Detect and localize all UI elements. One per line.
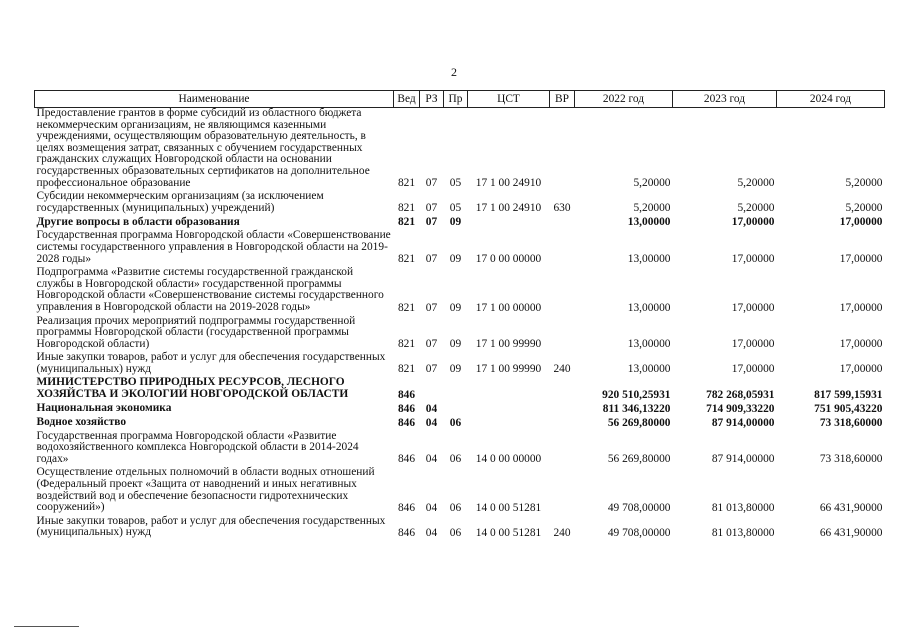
cell-ved: 821 [397, 301, 416, 314]
cell-cst: 17 1 00 24910 [475, 202, 542, 215]
cell-rz: 07 [425, 202, 438, 215]
cell-y2022: 811 346,13220 [602, 402, 671, 415]
table-row [35, 417, 885, 431]
cell-name: Подпрограмма «Развитие системы государственной гражданской службы в Новгородской области» государственной программы Новгородской области «Совершенствование системы государственного управления в Новгородской области на 2019-2028 годы» [36, 266, 384, 313]
cell-cst: 17 1 00 24910 [475, 177, 542, 190]
cell-rz: 07 [425, 363, 438, 376]
cell-y2022: 13,00000 [627, 363, 671, 376]
cell-cst [468, 216, 550, 230]
table-row [35, 516, 885, 541]
cell-y2022: 49 708,00000 [607, 501, 671, 514]
cell-name: Государственная программа Новгородской области «Развитие водохозяйственного комплекса Новгородской области в 2014-2024 годах» [36, 429, 359, 465]
header-2022: 2022 год [575, 91, 673, 108]
cell-y2023: 81 013,80000 [711, 501, 775, 514]
cell-name: МИНИСТЕРСТВО ПРИРОДНЫХ РЕСУРСОВ, ЛЕСНОГО ХОЗЯЙСТВА И ЭКОЛОГИИ НОВГОРОДСКОЙ ОБЛАСТИ [36, 376, 349, 401]
cell-ved: 846 [397, 501, 416, 514]
cell-y2023: 17,00000 [731, 253, 775, 266]
cell-name: Национальная экономика [36, 402, 172, 415]
cell-y2022: 13,00000 [627, 301, 671, 314]
table-row [35, 267, 885, 315]
cell-ved: 821 [397, 202, 416, 215]
header-2024: 2024 год [777, 91, 885, 108]
cell-y2022: 56 269,80000 [607, 416, 671, 429]
cell-pr [444, 377, 468, 402]
cell-cst: 17 1 00 99990 [475, 338, 542, 351]
header-ved: Вед [394, 91, 420, 108]
cell-y2024: 17,00000 [839, 301, 883, 314]
cell-y2024: 66 431,90000 [819, 501, 883, 514]
cell-y2023: 17,00000 [731, 216, 775, 229]
cell-pr: 06 [449, 501, 462, 514]
cell-cst [468, 417, 550, 431]
cell-pr: 09 [449, 338, 462, 351]
cell-y2023: 782 268,05931 [706, 388, 775, 401]
cell-rz: 04 [425, 402, 438, 415]
cell-vr [550, 467, 575, 515]
cell-ved: 821 [397, 253, 416, 266]
cell-pr [444, 403, 468, 417]
cell-ved: 821 [397, 338, 416, 351]
cell-y2024: 5,20000 [845, 202, 883, 215]
cell-y2022: 56 269,80000 [607, 453, 671, 466]
page-number: 2 [451, 65, 457, 79]
cell-name: Иные закупки товаров, работ и услуг для обеспечения государственных (муниципальных) нужд [36, 514, 386, 539]
cell-y2022: 49 708,00000 [607, 527, 671, 539]
cell-ved: 846 [397, 416, 416, 429]
cell-y2023: 17,00000 [731, 363, 775, 376]
budget-table [34, 90, 885, 541]
table-row [35, 377, 885, 402]
cell-name: Другие вопросы в области образования [36, 215, 240, 228]
table-row [35, 467, 885, 515]
cell-ved: 846 [397, 388, 416, 401]
cell-y2024: 17,00000 [839, 216, 883, 229]
table-row [35, 108, 885, 192]
cell-y2022: 13,00000 [627, 216, 671, 229]
cell-name: Реализация прочих мероприятий подпрограммы государственной программы Новгородской области (государственной программы Новгородской области) [36, 314, 356, 350]
cell-y2023: 17,00000 [731, 301, 775, 314]
cell-rz: 07 [425, 177, 438, 190]
cell-vr [550, 316, 575, 353]
cell-y2022: 5,20000 [633, 202, 671, 215]
cell-rz: 04 [425, 501, 438, 514]
header-rz: РЗ [420, 91, 444, 108]
table-row [35, 316, 885, 353]
cell-ved: 846 [397, 527, 416, 539]
cell-y2023: 87 914,00000 [711, 453, 775, 466]
cell-vr [550, 230, 575, 267]
cell-cst [468, 403, 550, 417]
cell-name: Субсидии некоммерческим организациям (за исключением государственных (муниципальных) учреждений) [36, 190, 324, 214]
cell-y2024: 17,00000 [839, 363, 883, 376]
cell-rz: 07 [425, 301, 438, 314]
cell-ved: 846 [397, 453, 416, 466]
cell-cst: 17 1 00 00000 [475, 301, 542, 314]
cell-pr: 09 [449, 363, 462, 376]
cell-pr: 09 [449, 301, 462, 314]
cell-y2024: 17,00000 [839, 253, 883, 266]
table-row [35, 431, 885, 468]
cell-cst: 17 0 00 00000 [475, 253, 542, 266]
cell-vr: 240 [553, 527, 571, 539]
cell-y2024: 5,20000 [845, 177, 883, 190]
cell-cst: 14 0 00 51281 [475, 527, 542, 539]
table-row [35, 352, 885, 377]
cell-ved: 821 [397, 363, 416, 376]
header-cst: ЦСТ [468, 91, 550, 108]
cell-vr [550, 403, 575, 417]
cell-y2022: 920 510,25931 [602, 388, 671, 401]
cell-y2023: 5,20000 [737, 202, 775, 215]
cell-pr: 09 [449, 253, 462, 266]
cell-ved: 821 [397, 177, 416, 190]
cell-ved: 821 [397, 216, 416, 229]
cell-pr: 05 [449, 177, 462, 190]
cell-y2024: 73 318,60000 [819, 416, 883, 429]
cell-name: Государственная программа Новгородской области «Совершенствование системы государственного управления в Новгородской области на 2019-2028 годы» [36, 229, 391, 265]
cell-name: Иные закупки товаров, работ и услуг для обеспечения государственных (муниципальных) нужд [36, 351, 386, 375]
cell-rz [420, 377, 444, 402]
cell-rz: 04 [425, 416, 438, 429]
cell-name: Предоставление грантов в форме субсидий из областного бюджета некоммерческим организациям, не являющимся казенными учреждениями, осуществляющим образовательную деятельность, в целях возмещения затрат, связанных с обучением государственных гражданских служащих Новгородской области на основании государственных образовательных сертификатов на дополнительное профессиональное образование [36, 107, 370, 189]
cell-rz: 07 [425, 338, 438, 351]
cell-y2024: 66 431,90000 [819, 527, 883, 539]
cell-y2022: 13,00000 [627, 253, 671, 266]
cell-y2023: 714 909,33220 [706, 402, 775, 415]
cell-cst: 14 0 00 00000 [475, 453, 542, 466]
cell-y2024: 73 318,60000 [819, 453, 883, 466]
cell-name: Осуществление отдельных полномочий в области водных отношений (Федеральный проект «Защита от наводнений и иных негативных воздействий вод и обеспечение безопасности гидротехнических сооружений») [36, 466, 375, 514]
cell-pr: 06 [449, 527, 462, 539]
cell-y2022: 13,00000 [627, 338, 671, 351]
cell-cst: 14 0 00 51281 [475, 501, 542, 514]
header-name: Наименование [35, 91, 394, 108]
table-row [35, 403, 885, 417]
cell-vr: 630 [553, 202, 571, 215]
table-row [35, 191, 885, 216]
header-vr: ВР [550, 91, 575, 108]
cell-pr: 06 [449, 453, 462, 466]
table-header-row [35, 91, 885, 108]
table-row [35, 216, 885, 230]
cell-y2023: 87 914,00000 [711, 416, 775, 429]
cell-vr [550, 108, 575, 192]
header-2023: 2023 год [673, 91, 777, 108]
cell-name: Водное хозяйство [36, 416, 127, 429]
cell-pr: 09 [449, 216, 462, 229]
cell-y2024: 751 905,43220 [814, 402, 883, 415]
cell-vr [550, 377, 575, 402]
cell-rz: 07 [425, 216, 438, 229]
cell-y2024: 817 599,15931 [814, 388, 883, 401]
cell-y2023: 17,00000 [731, 338, 775, 351]
cell-y2024: 17,00000 [839, 338, 883, 351]
cell-cst: 17 1 00 99990 [475, 363, 542, 376]
header-pr: Пр [444, 91, 468, 108]
cell-y2022: 5,20000 [633, 177, 671, 190]
footnote-divider [14, 626, 79, 627]
cell-cst [468, 377, 550, 402]
cell-rz: 04 [425, 527, 438, 539]
cell-pr: 05 [449, 202, 462, 215]
cell-rz: 04 [425, 453, 438, 466]
cell-y2023: 81 013,80000 [711, 527, 775, 539]
cell-vr [550, 431, 575, 468]
cell-y2023: 5,20000 [737, 177, 775, 190]
cell-vr [550, 267, 575, 315]
cell-vr: 240 [553, 363, 571, 376]
cell-pr: 06 [449, 416, 462, 429]
cell-rz: 07 [425, 253, 438, 266]
cell-ved: 846 [397, 402, 416, 415]
cell-vr [550, 216, 575, 230]
table-row [35, 230, 885, 267]
cell-vr [550, 417, 575, 431]
